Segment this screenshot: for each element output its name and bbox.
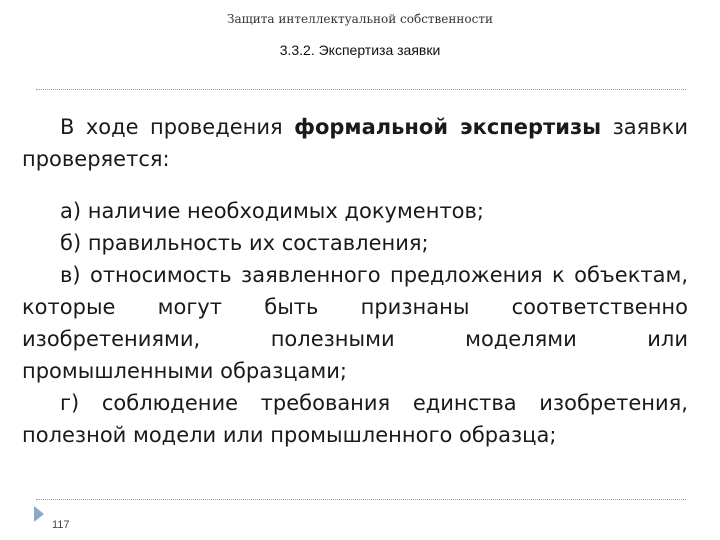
triangle-marker-icon	[34, 506, 44, 522]
intro-text-start: В ходе проведения	[60, 115, 295, 139]
list-item-a: а) наличие необходимых документов;	[60, 199, 484, 223]
section-title: 3.3.2. Экспертиза заявки	[279, 42, 441, 58]
list-item-d: г) соблюдение требования единства изобретения, полезной модели или промышленного образца;	[22, 391, 688, 447]
intro-text-end: заявки проверяется:	[22, 115, 688, 171]
list-item-b: б) правильность их составления;	[60, 231, 429, 255]
intro-paragraph	[22, 111, 688, 175]
list-item-c: в) относимость заявленного предложения к объектам, которые могут быть признаны соответственно изобретениями, полезными моделями или промышленными образцами;	[22, 263, 688, 383]
bottom-divider	[36, 499, 686, 500]
intro-bold-term: формальной экспертизы	[294, 115, 602, 139]
header-title: Защита интеллектуальной собственности	[227, 12, 493, 26]
page-number: 117	[52, 519, 70, 531]
top-divider	[36, 89, 686, 90]
slide-body	[22, 111, 688, 451]
